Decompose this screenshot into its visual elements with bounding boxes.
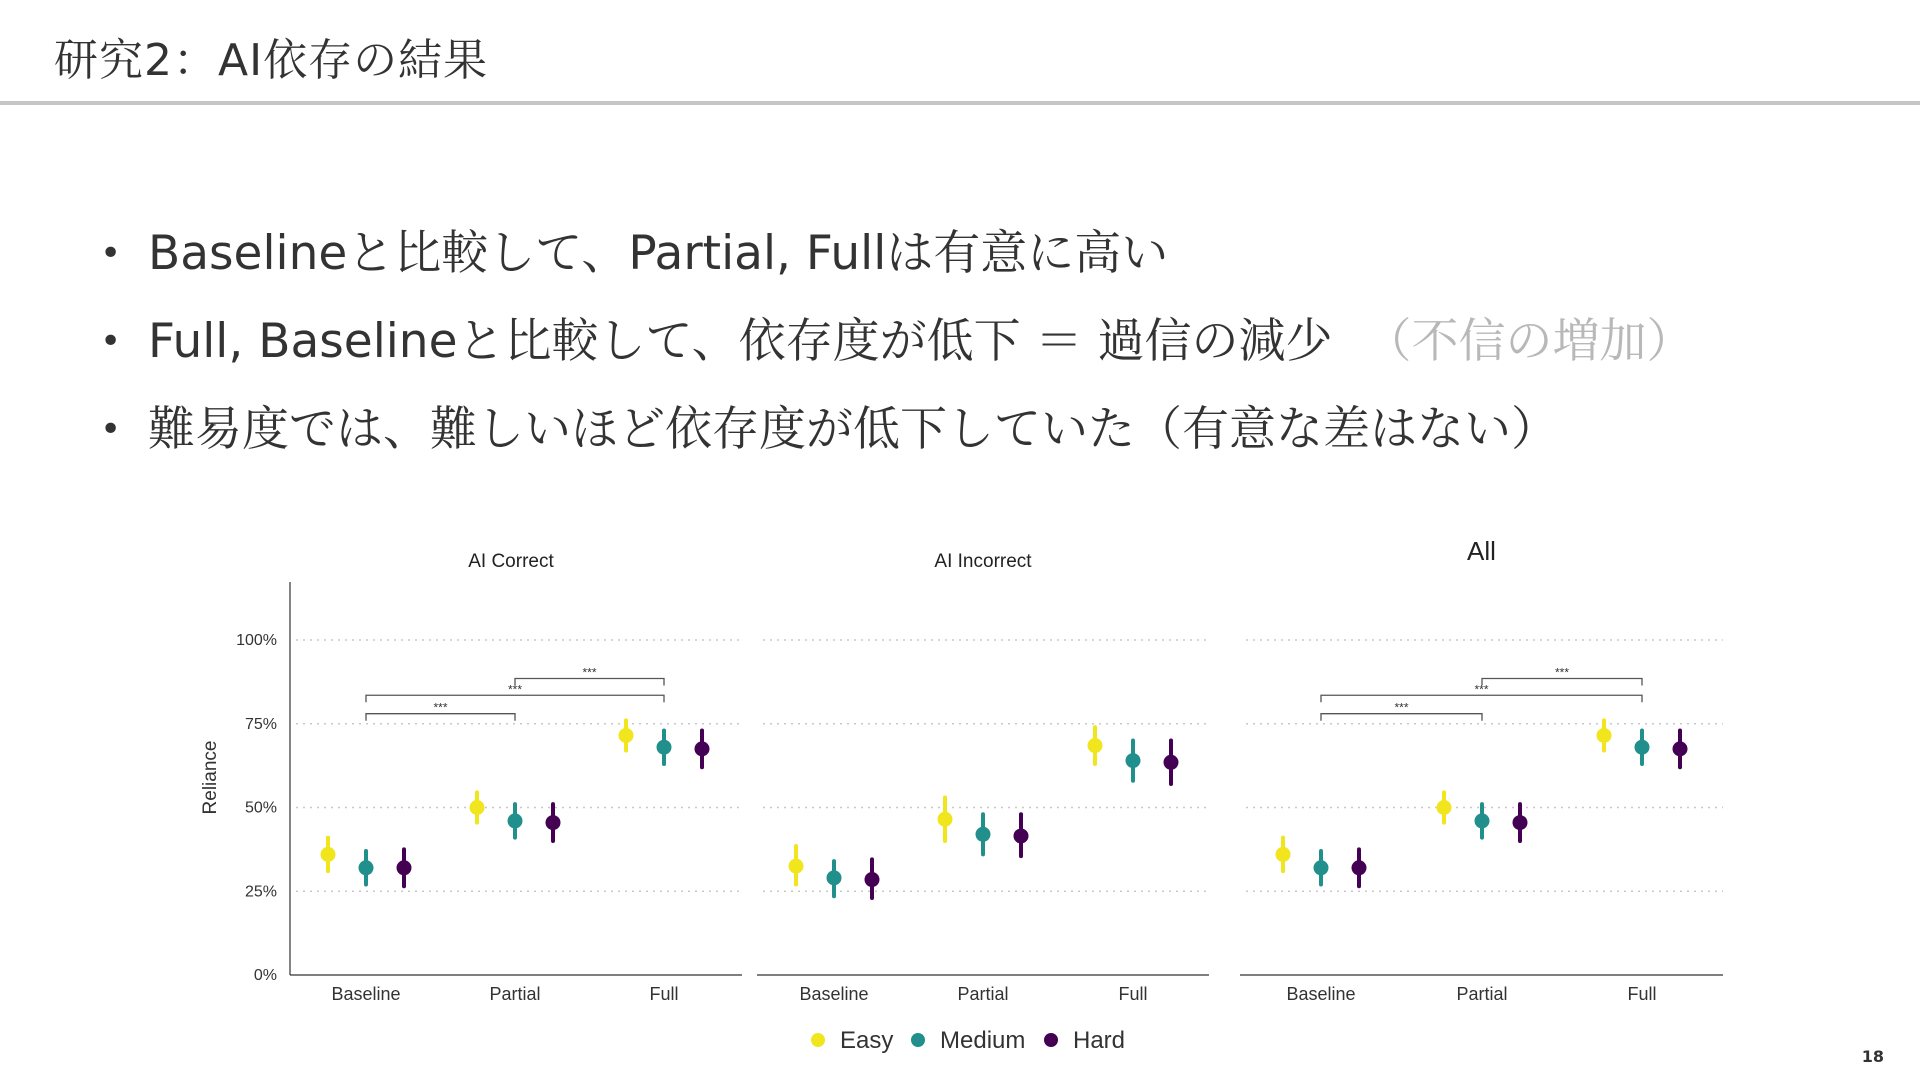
data-point [619,728,634,743]
data-point [1126,753,1141,768]
bullet-dot: • [100,409,122,450]
panel-title: AI Incorrect [934,551,1032,572]
significance-bracket [515,679,664,686]
significance-label: *** [582,665,597,680]
bullet-text: 難易度では、難しいほど依存度が低下していた（有意な差はない） [148,402,1558,457]
bullet-text: Full, Baselineと比較して、依存度が低下 ＝ 過信の減少 [148,314,1333,369]
data-point [976,827,991,842]
significance-bracket [366,695,664,702]
bullet-text: Baselineと比較して、Partial, Fullは有意に高い [148,226,1169,281]
data-point [1437,800,1452,815]
significance-bracket [1482,679,1642,686]
significance-bracket [1321,695,1642,702]
legend-label: Easy [840,1027,894,1054]
y-axis-label: Reliance [200,740,221,815]
y-tick-label: 100% [236,632,277,649]
data-point [1597,728,1612,743]
x-tick-label: Baseline [799,984,869,1004]
panel-title: AI Correct [468,551,554,572]
legend-label: Medium [940,1027,1026,1054]
data-point [1635,740,1650,755]
data-point [1673,741,1688,756]
x-tick-label: Full [1118,984,1148,1004]
data-point [470,800,485,815]
data-point [865,872,880,887]
bullet-dot: • [100,233,122,274]
significance-label: *** [507,682,523,697]
data-point [1314,860,1329,875]
significance-label: *** [1394,700,1409,715]
significance-label: *** [1554,665,1570,680]
data-point [508,813,523,828]
x-tick-label: Partial [489,984,541,1004]
significance-bracket [1321,714,1482,721]
significance-label: *** [1474,682,1489,697]
data-point [938,812,953,827]
y-tick-label: 25% [244,883,277,901]
x-tick-label: Full [1627,984,1657,1004]
y-tick-label: 0% [253,967,277,984]
data-point [1352,860,1367,875]
page-number: 18 [1861,1047,1884,1066]
data-point [1475,813,1490,828]
data-point [657,740,672,755]
data-point [321,847,336,862]
y-tick-label: 75% [244,715,277,733]
data-point [359,860,374,875]
y-tick-label: 50% [244,799,277,817]
data-point [1164,755,1179,770]
data-point [1276,847,1291,862]
x-tick-label: Baseline [1286,984,1356,1004]
bullet-suffix: （不信の増加） [1364,314,1694,369]
data-point [397,860,412,875]
legend-marker [811,1033,825,1047]
legend-label: Hard [1073,1027,1126,1054]
bullet-dot: • [100,321,122,362]
slide-title: 研究2：AI依存の結果 [54,35,489,86]
data-point [1088,738,1103,753]
x-tick-label: Partial [957,984,1009,1004]
data-point [546,815,561,830]
data-point [695,741,710,756]
legend-marker [911,1033,925,1047]
legend-marker [1044,1033,1058,1047]
x-tick-label: Baseline [331,984,401,1004]
data-point [827,870,842,885]
x-tick-label: Full [649,984,679,1004]
x-tick-label: Partial [1456,984,1508,1004]
significance-bracket [366,714,515,721]
data-point [1014,828,1029,843]
data-point [1513,815,1528,830]
data-point [789,859,804,874]
panel-title: All [1467,536,1496,566]
significance-label: *** [433,700,448,715]
